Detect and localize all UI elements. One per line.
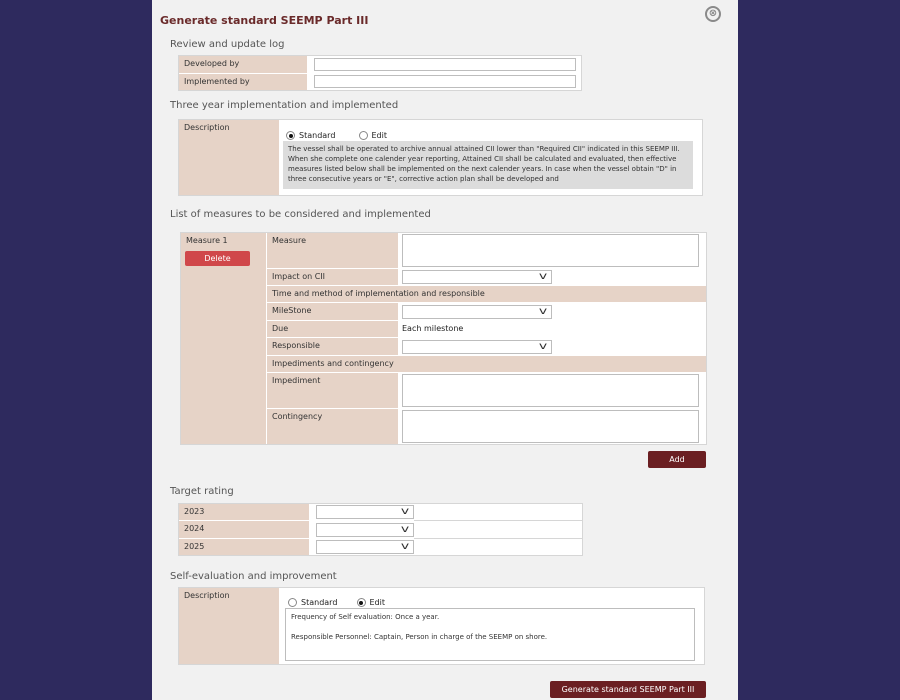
responsible-select[interactable] bbox=[402, 340, 552, 354]
impediment-label: Impediment bbox=[267, 373, 398, 408]
impact-select[interactable] bbox=[402, 270, 552, 284]
three-year-description-label: Description bbox=[179, 120, 279, 195]
chevron-down-icon: v bbox=[400, 524, 410, 535]
target-heading: Target rating bbox=[170, 486, 234, 497]
contingency-label: Contingency bbox=[267, 409, 398, 444]
measure-input[interactable] bbox=[402, 234, 699, 267]
generate-button[interactable]: Generate standard SEEMP Part III bbox=[550, 681, 706, 698]
due-label: Due bbox=[267, 321, 398, 337]
target-divider bbox=[414, 538, 582, 539]
implemented-by-label: Implemented by bbox=[179, 74, 307, 90]
target-2024-select[interactable] bbox=[316, 523, 414, 537]
target-divider bbox=[414, 520, 582, 521]
measure-label: Measure bbox=[267, 233, 398, 268]
chevron-down-icon: v bbox=[400, 506, 410, 517]
contingency-input[interactable] bbox=[402, 410, 699, 443]
due-value: Each milestone bbox=[402, 324, 464, 333]
impediment-input[interactable] bbox=[402, 374, 699, 407]
target-2025-select[interactable] bbox=[316, 540, 414, 554]
measures-heading: List of measures to be considered and implemented bbox=[170, 209, 431, 220]
implemented-by-input[interactable] bbox=[314, 75, 576, 88]
target-year-2025: 2025 bbox=[179, 539, 309, 555]
radio-edit-label: Edit bbox=[369, 598, 385, 607]
chevron-down-icon: v bbox=[538, 341, 548, 352]
close-icon[interactable]: ⊗ bbox=[705, 6, 721, 22]
target-year-2023: 2023 bbox=[179, 504, 309, 520]
self-eval-options bbox=[288, 592, 385, 607]
radio-edit[interactable] bbox=[357, 598, 366, 607]
target-2023-select[interactable] bbox=[316, 505, 414, 519]
radio-standard[interactable] bbox=[286, 131, 295, 140]
radio-standard-label: Standard bbox=[299, 131, 336, 140]
self-eval-description-label: Description bbox=[179, 588, 279, 664]
radio-standard[interactable] bbox=[288, 598, 297, 607]
dialog bbox=[152, 0, 738, 700]
self-eval-line-1: Frequency of Self evaluation: Once a year. bbox=[291, 613, 440, 621]
chevron-down-icon: v bbox=[538, 271, 548, 282]
milestone-label: MileStone bbox=[267, 303, 398, 320]
developed-by-input[interactable] bbox=[314, 58, 576, 71]
milestone-select[interactable] bbox=[402, 305, 552, 319]
delete-button[interactable]: Delete bbox=[185, 251, 250, 266]
review-heading: Review and update log bbox=[170, 39, 285, 50]
target-year-2024: 2024 bbox=[179, 521, 309, 538]
radio-standard-label: Standard bbox=[301, 598, 338, 607]
three-year-text[interactable]: The vessel shall be operated to archive annual attained CII lower than "Required CII" indicated in this SEEMP III. When she complete one calender year reporting, Attained CII shall be calculated and evaluated, then effective measures listed below shall be implemented on the next calender years. In case when the vessel obtain "D" in three consecutive years or "E", corrective action plan shall be developed and bbox=[283, 141, 693, 189]
dialog-title: Generate standard SEEMP Part III bbox=[160, 14, 369, 27]
radio-edit[interactable] bbox=[359, 131, 368, 140]
responsible-label: Responsible bbox=[267, 338, 398, 355]
developed-by-label: Developed by bbox=[179, 56, 307, 73]
three-year-heading: Three year implementation and implemented bbox=[170, 100, 399, 111]
radio-edit-label: Edit bbox=[371, 131, 387, 140]
self-eval-text[interactable] bbox=[285, 608, 695, 661]
measure-1-cell: Measure 1 bbox=[181, 233, 266, 444]
three-year-options bbox=[286, 125, 387, 140]
chevron-down-icon: v bbox=[400, 541, 410, 552]
add-button[interactable]: Add bbox=[648, 451, 706, 468]
chevron-down-icon: v bbox=[538, 306, 548, 317]
self-eval-line-2: Responsible Personnel: Captain, Person in charge of the SEEMP on shore. bbox=[291, 633, 548, 641]
impediments-label: Impediments and contingency bbox=[267, 356, 706, 372]
self-eval-heading: Self-evaluation and improvement bbox=[170, 571, 337, 582]
impact-label: Impact on CII bbox=[267, 269, 398, 285]
time-method-label: Time and method of implementation and responsible bbox=[267, 286, 706, 302]
